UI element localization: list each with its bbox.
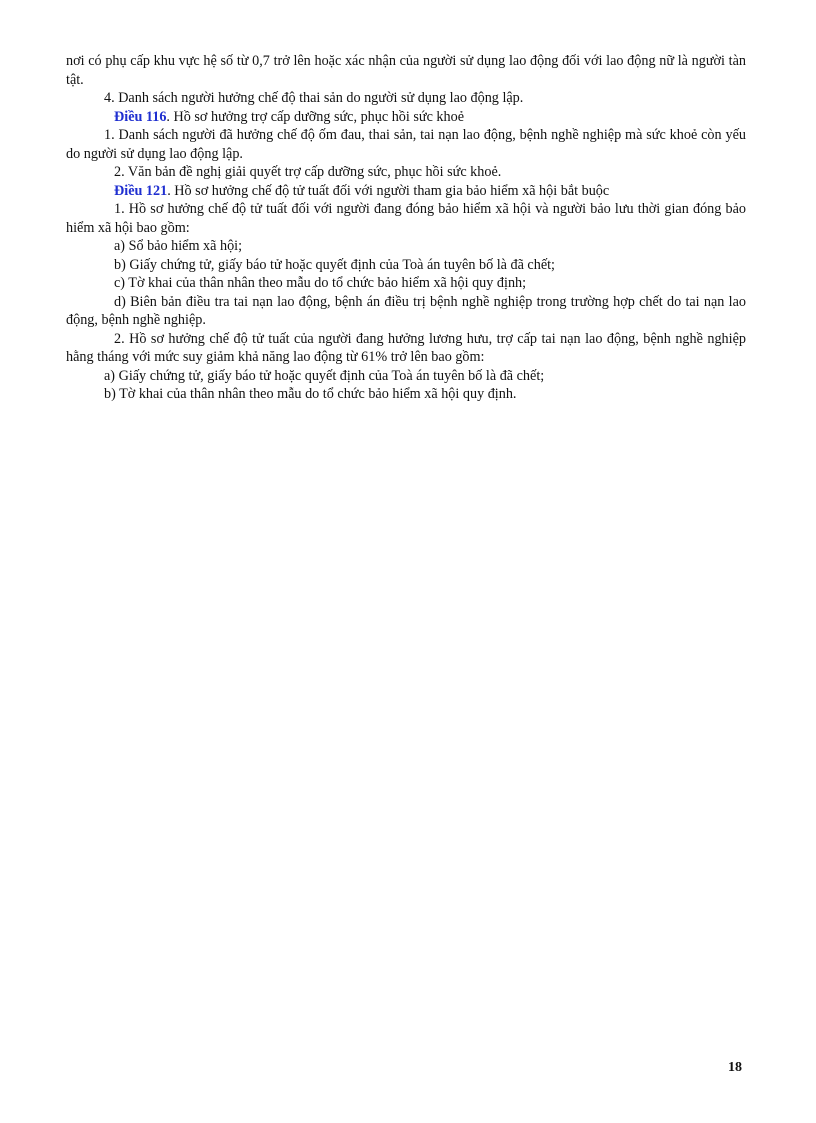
article-number: Điều 116 [114, 108, 167, 125]
article-number: Điều 121 [114, 182, 168, 199]
paragraph: 2. Văn bản đề nghị giải quyết trợ cấp dưỡng sức, phục hồi sức khoẻ. [114, 164, 502, 180]
paragraph: nơi có phụ cấp khu vực hệ số từ 0,7 trở lên hoặc xác nhận của người sử dụng lao động đối với lao động nữ là người tàn tật. [66, 53, 746, 88]
paragraph: 2. Hồ sơ hưởng chế độ tử tuất của người đang hưởng lương hưu, trợ cấp tai nạn lao động, bệnh nghề nghiệp hằng tháng với mức suy giảm khả năng lao động từ 61% trở lên bao gồm: [66, 330, 746, 365]
list-item: a) Giấy chứng tử, giấy báo tử hoặc quyết định của Toà án tuyên bố là đã chết; [104, 367, 545, 384]
paragraph: 1. Hồ sơ hưởng chế độ tử tuất đối với người đang đóng bảo hiểm xã hội và người bảo lưu thời gian đóng bảo hiểm xã hội bao gồm: [66, 201, 746, 236]
list-item: d) Biên bản điều tra tai nạn lao động, bệnh án điều trị bệnh nghề nghiệp trong trường hợp chết do tai nạn lao động, bệnh nghề nghiệp. [66, 293, 746, 328]
article-title: . Hồ sơ hưởng trợ cấp dưỡng sức, phục hồi sức khoẻ [166, 108, 464, 125]
page-number: 18 [728, 1060, 742, 1075]
article-121-heading [66, 182, 746, 201]
list-item: a) Sổ bảo hiểm xã hội; [114, 238, 243, 254]
paragraph: 4. Danh sách người hưởng chế độ thai sản do người sử dụng lao động lập. [104, 90, 524, 106]
article-title: . Hồ sơ hưởng chế độ tử tuất đối với người tham gia bảo hiểm xã hội bắt buộc [167, 182, 610, 199]
list-item: c) Tờ khai của thân nhân theo mẫu do tổ chức bảo hiểm xã hội quy định; [114, 275, 527, 291]
list-item: b) Tờ khai của thân nhân theo mẫu do tổ chức bảo hiểm xã hội quy định. [104, 386, 517, 402]
list-item: b) Giấy chứng tử, giấy báo tử hoặc quyết định của Toà án tuyên bố là đã chết; [114, 256, 556, 273]
article-116-heading [66, 108, 746, 127]
document-body [66, 52, 746, 404]
paragraph: 1. Danh sách người đã hưởng chế độ ốm đau, thai sản, tai nạn lao động, bệnh nghề nghiệp mà sức khoẻ còn yếu do người sử dụng lao động lập. [66, 127, 746, 162]
